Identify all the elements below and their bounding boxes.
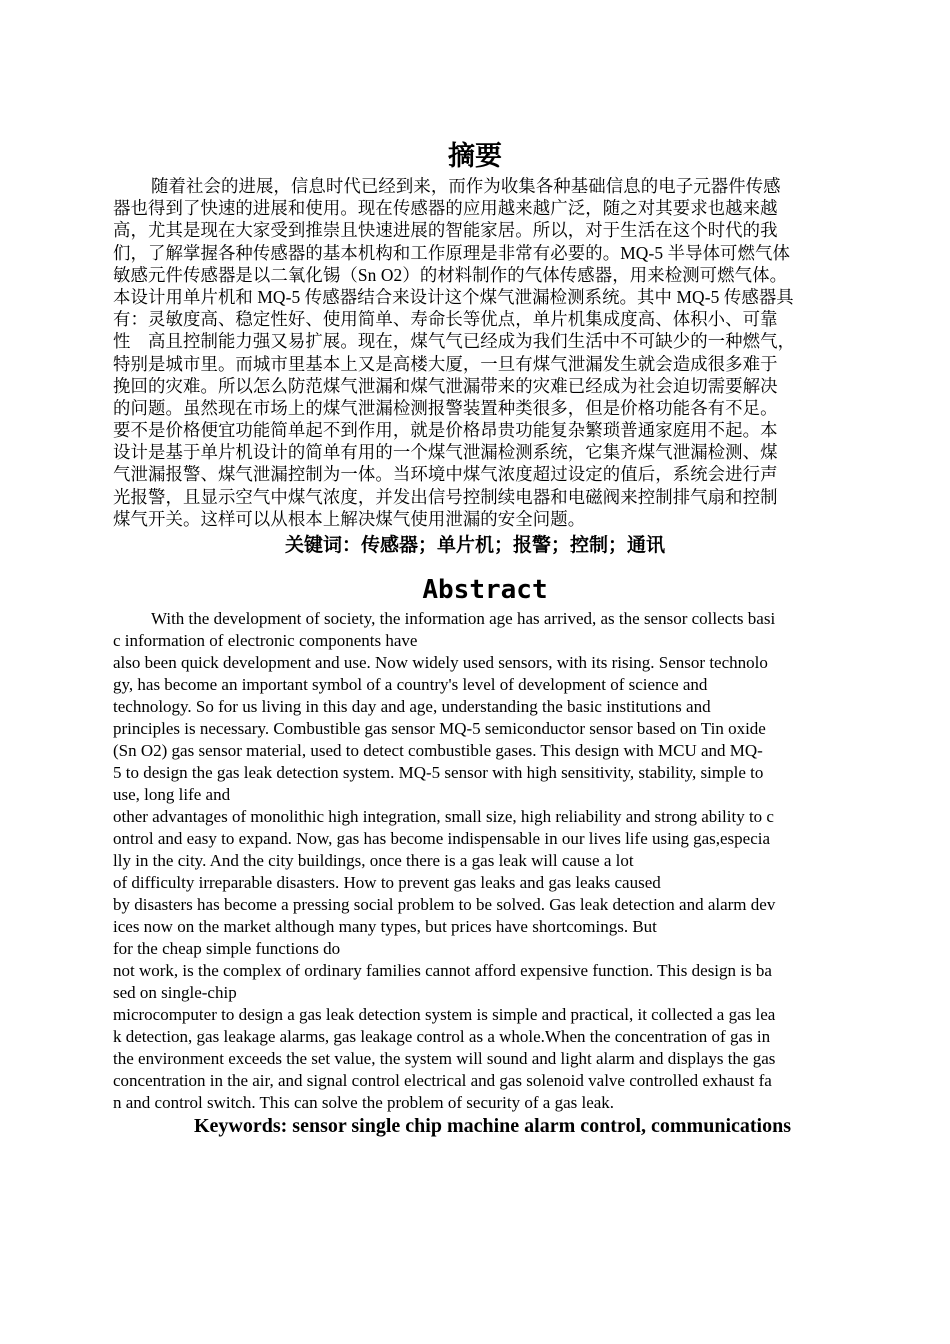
chinese-abstract-title: 摘要	[448, 141, 502, 172]
english-keywords: Keywords: sensor single chip machine alarm control, communications	[193, 1115, 792, 1137]
paragraph-line: With the development of society, the information age has arrived, as the sensor collects basi	[151, 609, 776, 628]
paragraph-line: 5 to design the gas leak detection system. MQ-5 sensor with high sensitivity, stability, simple to	[113, 763, 764, 782]
paragraph-line: 有：灵敏度高、稳定性好、使用简单、寿命长等优点，单片机集成度高、体积小、可靠	[113, 309, 778, 330]
english-abstract-title: Abstract	[422, 575, 548, 605]
paragraph-line: gy, has become an important symbol of a country's level of development of science and	[113, 675, 708, 694]
paragraph-line: concentration in the air, and signal control electrical and gas solenoid valve controlled exhaust fa	[113, 1071, 772, 1090]
paragraph-line: use, long life and	[113, 785, 231, 804]
paragraph-line: 性 高且控制能力强又易扩展。现在，煤气气已经成为我们生活中不可缺少的一种燃气，	[113, 331, 796, 352]
paragraph-line: microcomputer to design a gas leak detection system is simple and practical, it collected a gas lea	[113, 1005, 776, 1024]
paragraph-line: 器也得到了快速的进展和使用。现在传感器的应用越来越广泛，随之对其要求也越来越	[113, 198, 778, 219]
paragraph-line: 光报警，且显示空气中煤气浓度，并发出信号控制续电器和电磁阀来控制排气扇和控制	[113, 486, 778, 507]
paragraph-line: c information of electronic components have	[113, 631, 418, 650]
paragraph-line: the environment exceeds the set value, the system will sound and light alarm and displays the gas	[113, 1049, 776, 1068]
paragraph-line: n and control switch. This can solve the problem of security of a gas leak.	[113, 1093, 615, 1112]
paragraph-line: ontrol and easy to expand. Now, gas has become indispensable in our lives life using gas,especia	[113, 829, 771, 848]
paragraph-line: not work, is the complex of ordinary families cannot afford expensive function. This design is ba	[113, 961, 772, 980]
paragraph-line: 挽回的灾难。所以怎么防范煤气泄漏和煤气泄漏带来的灾难已经成为社会迫切需要解决	[113, 375, 778, 396]
paragraph-line: by disasters has become a pressing social problem to be solved. Gas leak detection and alarm dev	[113, 895, 776, 914]
paragraph-line: technology. So for us living in this day and age, understanding the basic institutions and	[113, 697, 711, 716]
paragraph-line: for the cheap simple functions do	[113, 939, 341, 958]
paragraph-line: sed on single-chip	[113, 983, 237, 1002]
paragraph-line: ices now on the market although many types, but prices have shortcomings. But	[113, 917, 657, 936]
paragraph-line: 气泄漏报警、煤气泄漏控制为一体。当环境中煤气浓度超过设定的值后，系统会进行声	[113, 464, 778, 485]
paragraph-line: k detection, gas leakage alarms, gas leakage control as a whole.When the concentration of gas in	[113, 1027, 771, 1046]
paragraph-line: also been quick development and use. Now widely used sensors, with its rising. Sensor technolo	[113, 653, 768, 672]
chinese-abstract-body	[113, 175, 863, 530]
paragraph-line: other advantages of monolithic high integration, small size, high reliability and strong ability to c	[113, 807, 774, 826]
paragraph-line: 们，了解掌握各种传感器的基本机构和工作原理是非常有必要的。MQ-5 半导体可燃气体	[113, 242, 791, 263]
paragraph-line: 要不是价格便宜功能简单起不到作用，就是价格昂贵功能复杂繁琐普通家庭用不起。本	[113, 420, 778, 441]
paragraph-line: 本设计用单片机和 MQ-5 传感器结合来设计这个煤气泄漏检测系统。其中 MQ-5 传感器具	[113, 286, 794, 307]
english-abstract-body	[113, 608, 863, 1114]
paragraph-line: 高，尤其是现在大家受到推崇且快速进展的智能家居。所以，对于生活在这个时代的我	[113, 220, 778, 241]
paragraph-line: of difficulty irreparable disasters. How to prevent gas leaks and gas leaks caused	[113, 873, 661, 892]
paragraph-line: (Sn O2) gas sensor material, used to detect combustible gases. This design with MCU and MQ-	[113, 741, 763, 760]
chinese-keywords: 关键词：传感器；单片机；报警；控制；通讯	[284, 534, 665, 556]
paragraph-line: principles is necessary. Combustible gas sensor MQ-5 semiconductor sensor based on Tin oxide	[113, 719, 766, 738]
paragraph-line: 设计是基于单片机设计的简单有用的一个煤气泄漏检测系统，它集齐煤气泄漏检测、煤	[113, 442, 778, 463]
paragraph-line: 特别是城市里。而城市里基本上又是高楼大厦，一旦有煤气泄漏发生就会造成很多难于	[113, 353, 778, 374]
paragraph-line: 敏感元件传感器是以二氧化锡（Sn O2）的材料制作的气体传感器，用来检测可燃气体。	[113, 264, 788, 285]
paragraph-line: 的问题。虽然现在市场上的煤气泄漏检测报警装置种类很多，但是价格功能各有不足。	[113, 397, 778, 418]
paragraph-line: 煤气开关。这样可以从根本上解决煤气使用泄漏的安全问题。	[113, 508, 586, 529]
paragraph-line: lly in the city. And the city buildings, once there is a gas leak will cause a lot	[113, 851, 634, 870]
paragraph-line: 随着社会的进展，信息时代已经到来，而作为收集各种基础信息的电子元器件传感	[151, 176, 781, 196]
